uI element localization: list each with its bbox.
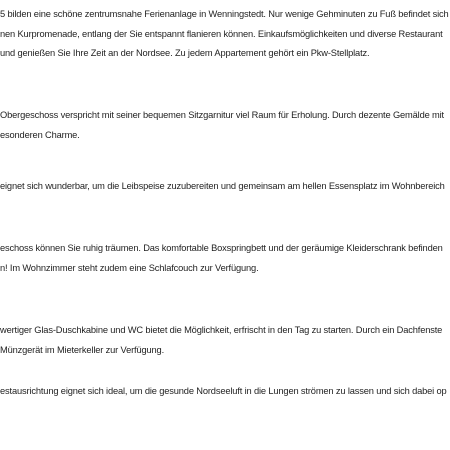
text-line: n! Im Wohnzimmer steht zudem eine Schlafcouch zur Verfügung.: [0, 262, 259, 273]
text-line: eschoss können Sie ruhig träumen. Das komfortable Boxspringbett und der geräumige Kleiderschrank befinden: [0, 243, 443, 253]
paragraph-living-room: [0, 106, 444, 145]
text-line: eignet sich wunderbar, um die Leibspeise zuzubereiten und gemeinsam am hellen Essensplatz im Wohnbereich: [0, 181, 445, 191]
text-line: Münzgerät im Mieterkeller zur Verfügung.: [0, 344, 164, 355]
text-line: nen Kurpromenade, entlang der Sie entspannt flanieren können. Einkaufsmöglichkeiten und diverse Restaurant: [0, 28, 443, 39]
paragraph-balcony: [0, 382, 447, 402]
paragraph-kitchen: [0, 177, 445, 197]
text-line: wertiger Glas-Duschkabine und WC bietet die Möglichkeit, erfrischt in den Tag zu starten. Durch ein Dachfenste: [0, 325, 443, 335]
text-line: Obergeschoss verspricht mit seiner bequemen Sitzgarnitur viel Raum für Erholung. Durch dezente Gemälde mit: [0, 110, 444, 120]
paragraph-bedroom: [0, 239, 443, 278]
text-line: und genießen Sie Ihre Zeit an der Nordsee. Zu jedem Appartement gehört ein Pkw-Stellplatz.: [0, 48, 370, 58]
text-line: 5 bilden eine schöne zentrumsnahe Ferienanlage in Wenningstedt. Nur wenige Gehminuten zu Fuß befindet sich: [0, 9, 449, 19]
text-line: esonderen Charme.: [0, 129, 80, 140]
text-line: estausrichtung eignet sich ideal, um die gesunde Nordseeluft in die Lungen strömen zu lassen und sich dabei op: [0, 386, 447, 396]
paragraph-bathroom: [0, 321, 442, 360]
paragraph-location: [0, 5, 449, 64]
